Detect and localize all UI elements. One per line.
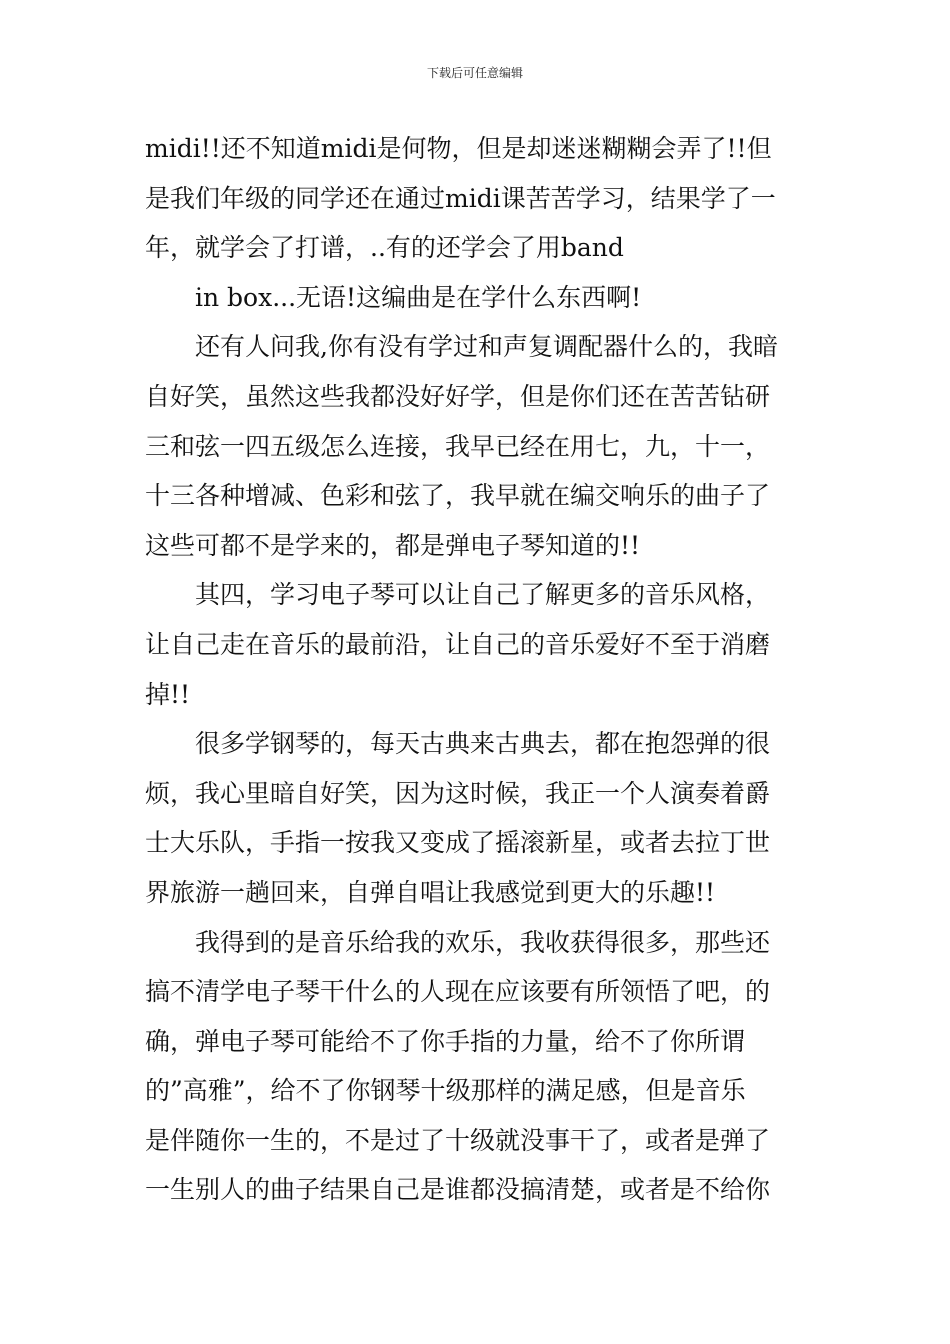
paragraph-first-line: 我得到的是音乐给我的欢乐，我收获得很多，那些还 <box>195 927 771 957</box>
text-line: 自好笑，虽然这些我都没好好学，但是你们还在苦苦钻研 <box>145 381 771 411</box>
text-line: 确，弹电子琴可能给不了你手指的力量，给不了你所谓 <box>145 1026 746 1056</box>
paragraph-first-line: 很多学钢琴的，每天古典来古典去，都在抱怨弹的很 <box>195 729 771 759</box>
paragraph-first-line: 还有人问我,你有没有学过和声复调配器什么的，我暗 <box>195 332 778 362</box>
text-line: 士大乐队，手指一按我又变成了摇滚新星，或者去拉丁世 <box>145 828 771 858</box>
text-line: 是我们年级的同学还在通过midi课苦苦学习，结果学了一 <box>145 183 776 213</box>
text-line: 烦，我心里暗自好笑，因为这时候，我正一个人演奏着爵 <box>145 778 771 808</box>
text-line: 让自己走在音乐的最前沿，让自己的音乐爱好不至于消磨 <box>145 629 771 659</box>
text-line: 十三各种增减、色彩和弦了，我早就在编交响乐的曲子了 <box>145 481 771 511</box>
body-text <box>145 124 807 1215</box>
page-header: 下载后可任意编辑 <box>426 66 523 80</box>
text-line: 年，就学会了打谱，..有的还学会了用band <box>145 233 624 263</box>
text-line: in box...无语!这编曲是在学什么东西啊! <box>195 282 642 312</box>
text-line: 三和弦一四五级怎么连接，我早已经在用七，九，十一， <box>145 431 771 461</box>
text-line: 一生别人的曲子结果自己是谁都没搞清楚，或者是不给你 <box>145 1175 771 1205</box>
text-line: 的”高雅”，给不了你钢琴十级那样的满足感，但是音乐 <box>145 1076 746 1106</box>
text-line: 界旅游一趟回来，自弹自唱让我感觉到更大的乐趣!! <box>145 877 716 907</box>
text-line: midi!!还不知道midi是何物，但是却迷迷糊糊会弄了!!但 <box>145 134 772 163</box>
text-line: 掉!! <box>145 679 191 709</box>
text-line: 这些可都不是学来的，都是弹电子琴知道的!! <box>145 530 641 560</box>
paragraph-first-line: 其四，学习电子琴可以让自己了解更多的音乐风格， <box>195 580 771 610</box>
text-line: 是伴随你一生的，不是过了十级就没事干了，或者是弹了 <box>145 1125 771 1155</box>
text-line: 搞不清学电子琴干什么的人现在应该要有所领悟了吧，的 <box>145 977 771 1007</box>
